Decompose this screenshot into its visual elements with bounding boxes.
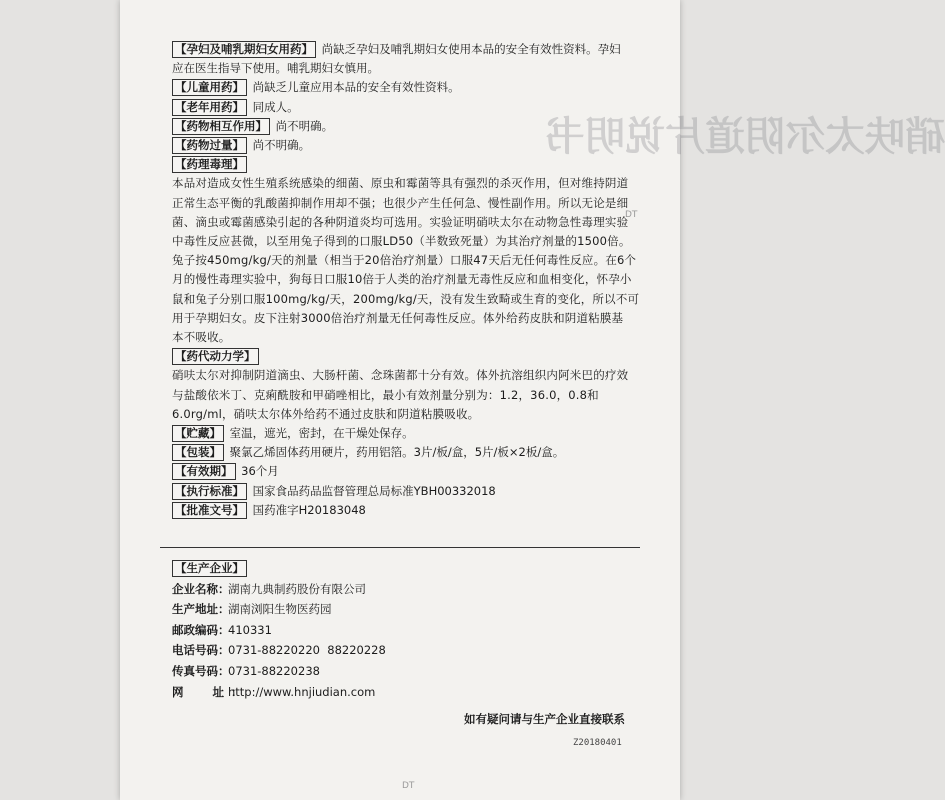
package-section [172,443,640,462]
overdose-text: 尚不明确。 [252,138,311,153]
tox-line: 中毒性反应甚微，以至用兔子得到的口服LD50（半数致死量）为其治疗剂量的1500倍。 [172,234,631,249]
package-label: 【包装】 [172,444,224,461]
pk-line: 与盐酸依米丁、克痢酰胺和甲硝唑相比，最小有效剂量分别为：1.2，36.0，0.8和 [172,387,599,402]
pk-section [172,347,640,366]
pregnancy-text-2: 应在医生指导下使用。哺乳期妇女慎用。 [172,61,379,76]
tox-line: 兔子按450mg/kg/天的剂量（相当于20倍治疗剂量）口服47天后无任何毒性反应。在6个 [172,253,637,268]
validity-text: 36个月 [241,464,279,479]
pregnancy-section [172,40,640,59]
tox-line: 用于孕期妇女。皮下注射3000倍治疗剂量无任何毒性反应。体外给药皮肤和阴道粘膜基 [172,310,624,325]
fax-value: 0731-88220238 [228,663,320,678]
pk-paragraph [172,366,640,424]
tel-row [172,640,642,661]
children-text: 尚缺乏儿童应用本品的安全有效性资料。 [252,80,460,95]
tox-label: 【药理毒理】 [172,156,247,173]
zip-key: 邮政编码： [172,622,230,637]
children-label: 【儿童用药】 [172,79,247,96]
zip-row [172,620,642,641]
approval-section [172,501,640,520]
children-section [172,78,640,97]
tox-line: 本品对造成女性生殖系统感染的细菌、原虫和霉菌等具有强烈的杀灭作用，但对维持阴道 [172,176,629,191]
pk-line: 硝呋太尔对抑制阴道滴虫、大肠杆菌、念珠菌都十分有效。体外抗溶组织内阿米巴的疗效 [172,368,629,383]
tox-line: 本不吸收。 [172,330,231,345]
website-row [172,682,642,703]
elderly-label: 【老年用药】 [172,99,247,116]
approval-label: 【批准文号】 [172,502,247,519]
validity-section [172,462,640,481]
zip-value: 410331 [228,622,272,637]
watermark-mark: DT [625,210,638,220]
manufacturer-section [172,558,642,579]
address-key: 生产地址： [172,602,230,617]
overdose-label: 【药物过量】 [172,137,247,154]
company-name-key: 企业名称： [172,581,230,596]
tox-line: 月的慢性毒理实验中，狗每日口服10倍于人类的治疗剂量无毒性反应和血相变化，怀孕小 [172,272,632,287]
interaction-text: 尚不明确。 [275,118,334,133]
manufacturer-block [172,558,642,702]
bleed-through-title: 硝呋太尔阴道片说明书 [545,113,945,160]
standard-label: 【执行标准】 [172,483,247,500]
tox-line: 正常生态平衡的乳酸菌抑制作用却不强；也很少产生任何急、慢性副作用。所以无论是细 [172,195,629,210]
tox-line: 鼠和兔子分别口服100mg/kg/天，200mg/kg/天，没有发生致畸或生育的变化，所以不可 [172,291,640,306]
pk-line: 6.0rg/ml，硝呋太尔体外给药不通过皮肤和阴道粘膜吸收。 [172,406,480,421]
website-value: http://www.hnjiudian.com [228,684,376,699]
tox-section [172,155,640,174]
address-value: 湖南浏阳生物医药园 [228,602,332,617]
manufacturer-label: 【生产企业】 [172,560,247,577]
standard-section [172,482,640,501]
watermark-mark: DT [402,781,415,791]
pregnancy-text-1: 尚缺乏孕妇及哺乳期妇女使用本品的安全有效性资料。孕妇 [321,42,621,56]
website-key: 网 址： [172,684,250,699]
interaction-section [172,117,640,136]
section-divider [160,547,640,548]
print-code: Z20180401 [573,738,622,748]
contact-note: 如有疑问请与生产企业直接联系 [464,712,625,726]
pregnancy-label: 【孕妇及哺乳期妇女用药】 [172,41,316,58]
address-row [172,599,642,620]
fax-row [172,661,642,682]
elderly-section [172,98,640,117]
approval-text: 国药准字H20183048 [252,502,366,517]
overdose-section [172,136,640,155]
validity-label: 【有效期】 [172,463,236,480]
interaction-label: 【药物相互作用】 [172,118,270,135]
storage-section [172,424,640,443]
storage-label: 【贮藏】 [172,425,224,442]
storage-text: 室温，遮光，密封，在干燥处保存。 [229,426,414,441]
tox-line: 菌、滴虫或霉菌感染引起的各种阴道炎均可选用。实验证明硝呋太尔在动物急性毒理实验 [172,214,629,229]
tel-value: 0731-88220220 88220228 [228,643,386,658]
company-name-value: 湖南九典制药股份有限公司 [228,581,366,596]
elderly-text: 同成人。 [252,99,299,114]
standard-text: 国家食品药品监督管理总局标准YBH00332018 [252,483,496,498]
tox-paragraph [172,174,640,347]
tel-key: 电话号码： [172,643,230,658]
package-text: 聚氯乙烯固体药用硬片，药用铝箔。3片/板/盒，5片/板×2板/盒。 [229,445,565,460]
company-name-row [172,579,642,600]
fax-key: 传真号码： [172,663,230,678]
pk-label: 【药代动力学】 [172,348,259,365]
leaflet-content [172,40,640,520]
